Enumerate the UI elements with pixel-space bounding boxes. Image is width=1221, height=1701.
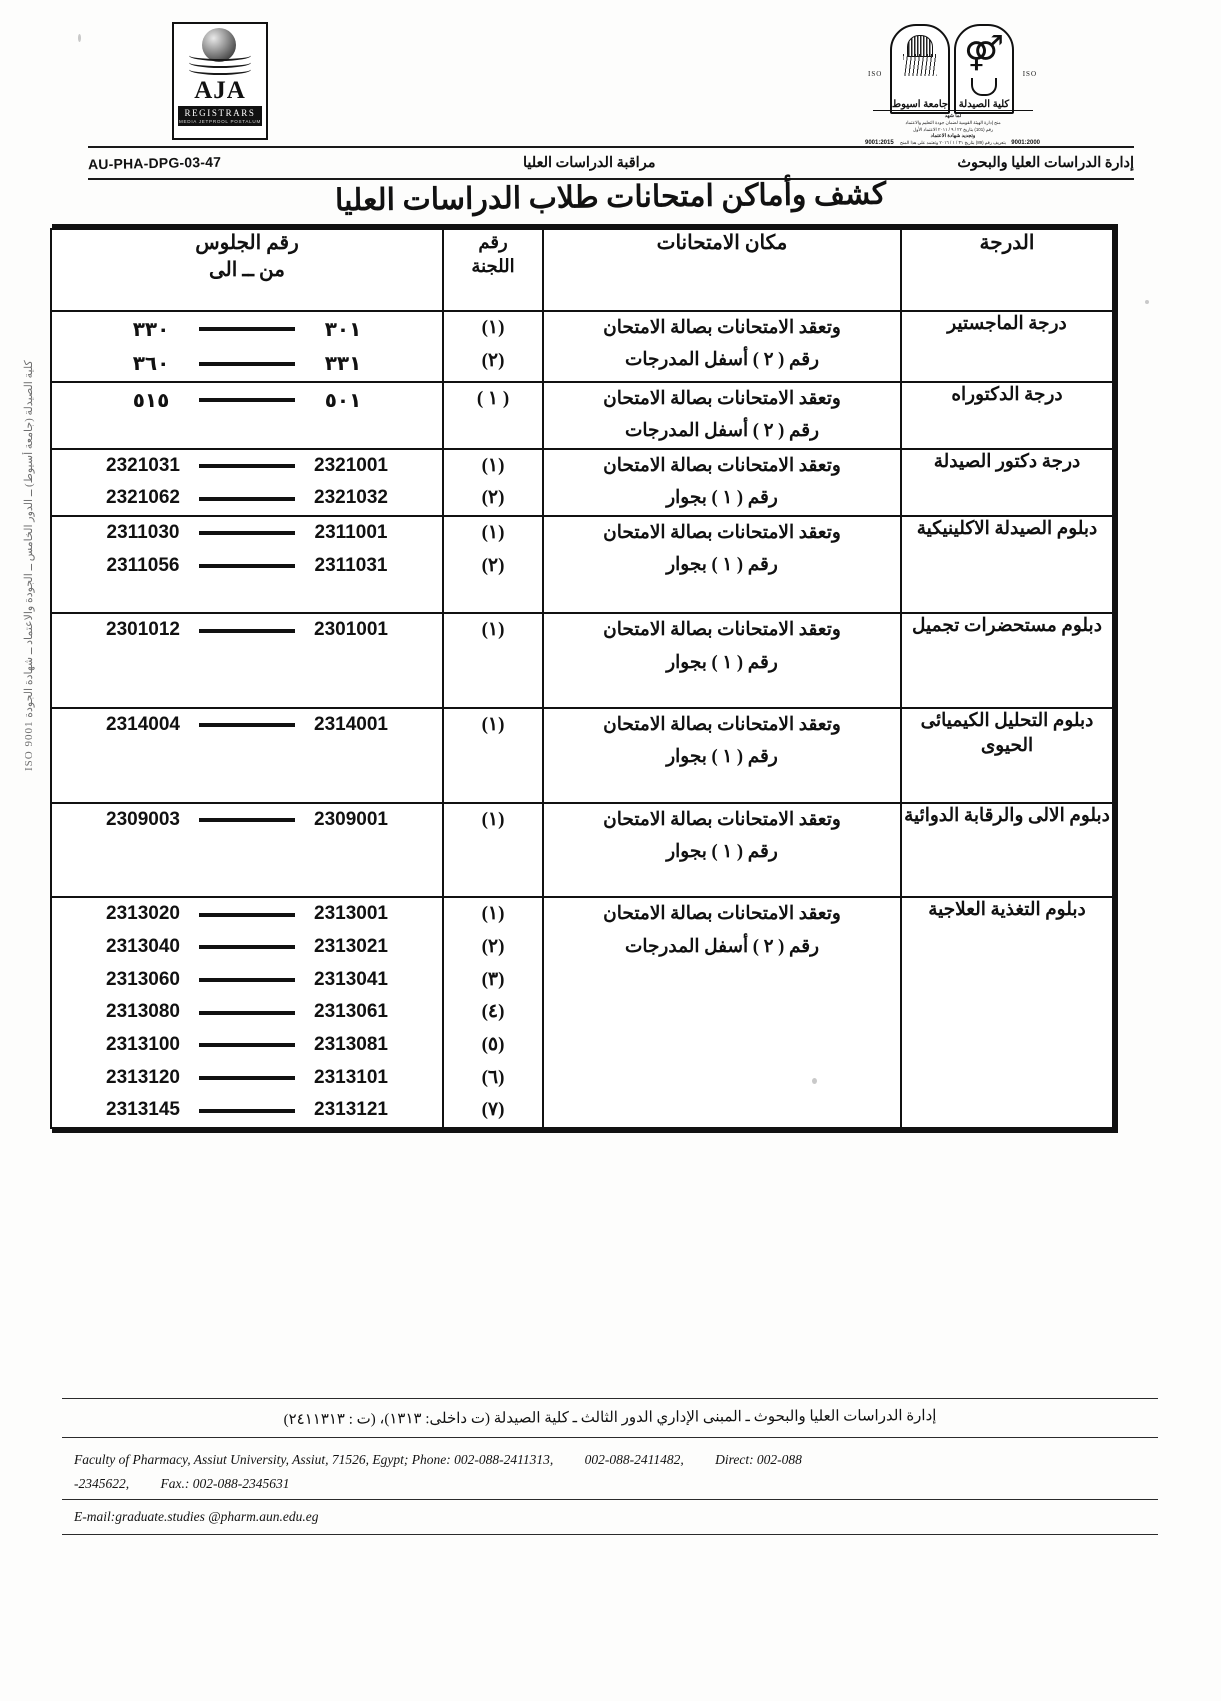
range-dash: [199, 913, 295, 917]
exam-place-line1: وتعقد الامتحانات بصالة الامتحان: [603, 904, 841, 925]
committee-number: (١): [481, 619, 505, 641]
column-header-seats: [51, 229, 443, 311]
footer-english-address: [62, 1438, 1158, 1499]
cell-degree: درجة الماجستير: [901, 311, 1113, 382]
document-code: AU-PHA-DPG-03-47: [87, 153, 222, 173]
seat-range: [52, 614, 442, 647]
cell-seat-ranges: [51, 382, 443, 449]
seat-range-from: 2301001: [314, 619, 388, 641]
seat-range-to: ٣٦٠: [132, 351, 170, 376]
table-header-row: [51, 229, 1113, 311]
page-title: كشف وأماكن امتحانات طلاب الدراسات العليا: [334, 177, 887, 218]
caption-line-2: منح إدارة الهيئة القومية لضمان جودة التعليم والاعتماد: [905, 120, 1001, 126]
cell-spacer: [52, 772, 442, 802]
exam-place-line1: وتعقد الامتحانات بصالة الامتحان: [603, 455, 841, 476]
footer-english-line1c: Direct: 002-088: [715, 1452, 802, 1467]
seat-range: [52, 517, 442, 550]
seat-range-from: 2311001: [314, 521, 388, 543]
table-row: [51, 897, 1113, 1128]
range-dash: [199, 1076, 295, 1080]
seat-range-from: 2313061: [314, 1001, 388, 1023]
seat-range-to: 2313145: [106, 1099, 180, 1121]
range-dash: [199, 1011, 295, 1015]
cell-exam-place: [543, 516, 901, 613]
arch-left-word: كلية الصيدلة: [958, 99, 1010, 110]
seat-range: [52, 1062, 442, 1095]
cell-spacer: [52, 647, 442, 677]
cell-committee-numbers: [443, 516, 543, 613]
seat-range-from: 2313081: [314, 1033, 388, 1055]
logo-row: [0, 18, 1221, 148]
cell-degree: دبلوم الصيدلة الاكلينيكية: [901, 516, 1113, 613]
university-accreditation-logo: [865, 18, 1040, 148]
column-header-seats-line1: رقم الجلوس: [195, 232, 299, 254]
footer-english-line1: Faculty of Pharmacy, Assiut University, Assiut, 71526, Egypt; Phone: 002-088-2411313,: [74, 1452, 554, 1467]
range-dash: [199, 497, 295, 501]
footer-english-line2b: Fax.: 002-088-2345631: [160, 1475, 290, 1491]
table-row: [51, 708, 1113, 803]
seat-range: [52, 450, 442, 483]
iso-code-right: 9001:2015: [865, 140, 894, 146]
cell-committee-numbers: [443, 382, 543, 449]
exam-place-line1: وتعقد الامتحانات بصالة الامتحان: [603, 522, 841, 543]
aja-logo-tagline: MEDIA JETPROOL POSTALUM: [179, 119, 261, 124]
cell-committee-numbers: [443, 803, 543, 898]
seat-range: [52, 1029, 442, 1062]
seat-range-from: ٥٠١: [324, 387, 362, 412]
range-dash: [199, 818, 295, 822]
seat-range-to: 2309003: [106, 808, 180, 830]
seat-range-from: 2313041: [314, 968, 388, 990]
cell-exam-place: [543, 897, 901, 1128]
cell-degree: دبلوم مستحضرات تجميل: [901, 613, 1113, 708]
committee-number: (١): [481, 808, 505, 830]
column-header-committee-line2: اللجنة: [471, 256, 515, 277]
column-header-degree: الدرجة: [901, 229, 1113, 311]
cell-exam-place: [543, 803, 901, 898]
seat-range: [52, 709, 442, 742]
iso-label-right: ISO: [1022, 70, 1037, 78]
aja-logo-name: AJA: [194, 77, 246, 104]
cell-seat-ranges: [51, 311, 443, 382]
cell-committee-numbers: [443, 311, 543, 382]
seat-range-from: ٣٣١: [324, 351, 362, 376]
committee-number: (٢): [481, 487, 505, 509]
footer-english-line2: -2345622,: [74, 1475, 130, 1491]
seat-range-from: 2309001: [314, 808, 388, 830]
committee-number: (١): [481, 521, 505, 543]
seat-range-from: 2314001: [314, 713, 388, 735]
column-header-seats-line2: من ــ الى: [209, 259, 285, 281]
seat-range-from: 2313001: [314, 903, 388, 925]
committee-number: (١): [481, 317, 505, 338]
seat-range-to: 2313100: [106, 1033, 180, 1055]
committee-number: (٢): [481, 935, 505, 957]
range-dash: [199, 564, 295, 568]
seat-range-to: 2311030: [106, 521, 180, 543]
seat-range-from: 2321032: [314, 487, 388, 509]
seat-range: [52, 964, 442, 997]
iso-code-left: 9001:2000: [1011, 140, 1040, 146]
seat-range-from: 2313121: [314, 1099, 388, 1121]
document-footer: [62, 1398, 1158, 1535]
seat-range-to: 2313060: [106, 968, 180, 990]
exam-place-line1: وتعقد الامتحانات بصالة الامتحان: [603, 318, 841, 338]
seat-range-to: 2313040: [106, 935, 180, 957]
cell-spacer: [52, 582, 442, 612]
table-head: [51, 229, 1113, 311]
exam-place-line2: رقم ( ١ ) بجوار: [666, 487, 778, 508]
iso-label-left: ISO: [868, 70, 883, 78]
header-department: إدارة الدراسات العليا والبحوث: [957, 154, 1134, 171]
table-body: [51, 311, 1113, 1128]
committee-number: (١): [481, 454, 505, 476]
cell-seat-ranges: [51, 516, 443, 613]
seat-range-to: 2313120: [106, 1066, 180, 1088]
aja-registrars-logo: [172, 22, 268, 140]
committee-number: (١): [481, 713, 505, 735]
seat-range: [52, 996, 442, 1029]
footer-rule-4: [62, 1534, 1158, 1535]
column-header-committee: [443, 229, 543, 311]
range-dash: [199, 398, 295, 402]
footer-english-line1b: 002-088-2411482,: [584, 1452, 684, 1467]
exam-place-line1: وتعقد الامتحانات بصالة الامتحان: [603, 714, 841, 735]
committee-number: ( ١ ): [476, 387, 510, 409]
seat-range-to: 2301012: [106, 619, 180, 641]
exam-place-line1: وتعقد الامتحانات بصالة الامتحان: [603, 388, 841, 409]
exam-schedule-table-wrapper: [52, 224, 1118, 1133]
range-dash: [199, 362, 295, 366]
caption-line-1: لما شهد: [944, 113, 962, 119]
caption-line-3: رقم (101) بتاريخ ٢٢ / ٩ / ٢٠١١ الاعتماد الأول: [913, 126, 993, 132]
seat-range-to: ٥١٥: [132, 387, 170, 412]
cell-committee-numbers: [443, 708, 543, 803]
caption-line-4: وتجديد شهادة الاعتماد: [930, 133, 976, 139]
cell-committee-numbers: [443, 449, 543, 516]
cell-exam-place: [543, 708, 901, 803]
range-dash: [199, 945, 295, 949]
seat-range-to: 2311056: [106, 554, 180, 576]
exam-schedule-table: [50, 228, 1114, 1129]
table-row: [51, 449, 1113, 516]
cell-committee-numbers: [443, 897, 543, 1128]
university-emblem-icon: [890, 24, 950, 114]
cell-spacer: [52, 417, 442, 447]
seat-range: [52, 898, 442, 931]
committee-number: (١): [481, 903, 505, 925]
seat-range-to: 2321062: [106, 487, 180, 509]
cell-exam-place: [543, 449, 901, 516]
cell-spacer: [52, 836, 442, 866]
seat-range-to: 2314004: [106, 713, 180, 735]
range-dash: [199, 723, 295, 727]
exam-place-line2: رقم ( ٢ ) أسفل المدرجات: [624, 936, 820, 957]
seat-range-to: 2321031: [106, 454, 180, 476]
exam-place-line1: وتعقد الامتحانات بصالة الامتحان: [603, 809, 841, 830]
footer-arabic-address: إدارة الدراسات العليا والبحوث ـ المبنى الإداري الدور الثالث ـ كلية الصيدلة (ت داخلى: ١٣١٣)، (ت : ٢٤١١٣١٣): [283, 1408, 937, 1428]
cell-spacer: [52, 677, 442, 707]
committee-number: (٢): [481, 349, 505, 371]
seat-range: [52, 383, 442, 417]
range-dash: [199, 531, 295, 535]
exam-place-line1: وتعقد الامتحانات بصالة الامتحان: [603, 620, 841, 641]
table-row: [51, 516, 1113, 613]
cell-degree: دبلوم الالى والرقابة الدوائية: [901, 803, 1113, 898]
seat-range: [52, 482, 442, 515]
committee-number: (٧): [481, 1099, 505, 1121]
seat-range-to: 2313020: [106, 903, 180, 925]
exam-place-line2: رقم ( ١ ) بجوار: [666, 747, 778, 768]
seat-range: [52, 1094, 442, 1127]
table-row: [51, 803, 1113, 898]
committee-number: (٦): [481, 1066, 505, 1088]
exam-place-line2: رقم ( ١ ) بجوار: [666, 841, 778, 862]
pharmacy-emblem-icon: ⚤ كلية الصيدلة: [954, 24, 1014, 114]
cell-seat-ranges: [51, 897, 443, 1128]
cell-degree: درجة الدكتوراه: [901, 382, 1113, 449]
cell-seat-ranges: [51, 449, 443, 516]
seat-range: [52, 931, 442, 964]
committee-number: (٤): [481, 1001, 505, 1023]
footer-email: E-mail:graduate.studies @pharm.aun.edu.eg: [74, 1509, 319, 1525]
committee-number: (٢): [481, 554, 505, 576]
table-row: [51, 382, 1113, 449]
seat-range-from: 2311031: [314, 554, 388, 576]
cell-spacer: [52, 866, 442, 896]
committee-number: (٣): [481, 968, 505, 990]
column-header-place: مكان الامتحانات: [543, 229, 901, 311]
range-dash: [199, 1043, 295, 1047]
cell-degree: دبلوم التغذية العلاجية: [901, 897, 1113, 1128]
exam-place-line2: رقم ( ١ ) بجوار: [666, 555, 778, 576]
table-row: [51, 613, 1113, 708]
seat-range: [52, 550, 442, 583]
aja-logo-registrars: REGISTRARS: [178, 106, 262, 119]
seat-range-to: 2313080: [106, 1001, 180, 1023]
cell-seat-ranges: [51, 708, 443, 803]
seat-range-from: 2313021: [314, 935, 388, 957]
cell-degree: دبلوم التحليل الكيميائى الحيوى: [901, 708, 1113, 803]
header-unit: مراقبة الدراسات العليا: [523, 154, 656, 171]
cell-exam-place: [543, 311, 901, 382]
caption-line-5: بتعريف رقم (89) بتاريخ ٣١ / ١ / ٢٠١٦ وتعتمد على هذا المنح: [900, 140, 1006, 146]
cell-seat-ranges: [51, 803, 443, 898]
seat-range: [52, 312, 442, 346]
cell-degree: درجة دكتور الصيدلة: [901, 449, 1113, 516]
cell-exam-place: [543, 382, 901, 449]
exam-place-line2: رقم ( ٢ ) أسفل المدرجات: [624, 350, 820, 371]
seat-range-from: 2321001: [314, 454, 388, 476]
committee-number: (٥): [481, 1033, 505, 1055]
range-dash: [199, 978, 295, 982]
column-header-committee-line1: رقم: [478, 232, 508, 252]
range-dash: [199, 629, 295, 633]
seat-range-to: ٣٣٠: [132, 317, 170, 341]
seat-range: [52, 804, 442, 837]
side-margin-note: كلية الصيدلة (جامعة أسيوط) ــ الدور الخامس ــ الجودة والاعتماد ــ شهادة الجودة ISO 9001: [23, 360, 35, 771]
cell-committee-numbers: [443, 613, 543, 708]
cell-spacer: [52, 742, 442, 772]
range-dash: [199, 1109, 295, 1113]
seat-range-from: ٣٠١: [324, 317, 362, 341]
exam-place-line2: رقم ( ٢ ) أسفل المدرجات: [624, 421, 820, 442]
table-row: [51, 311, 1113, 382]
range-dash: [199, 327, 295, 331]
document-header: [88, 148, 1134, 178]
seat-range: [52, 346, 442, 380]
range-dash: [199, 464, 295, 468]
seat-range-from: 2313101: [314, 1066, 388, 1088]
cell-seat-ranges: [51, 613, 443, 708]
exam-place-line2: رقم ( ١ ) بجوار: [666, 652, 778, 673]
cell-exam-place: [543, 613, 901, 708]
globe-icon: [189, 28, 251, 76]
arch-right-word: جامعة اسيوط: [891, 99, 949, 110]
